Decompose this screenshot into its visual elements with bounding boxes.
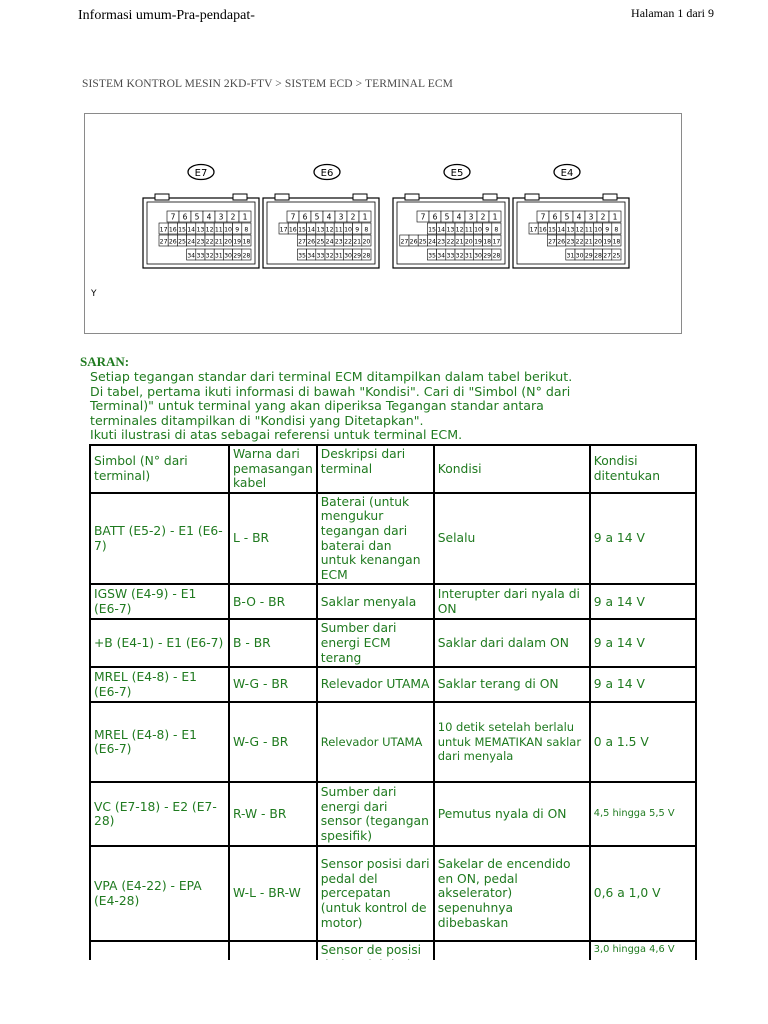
pin-number: 11 [584, 226, 593, 234]
table-cell: Saklar dari dalam ON [434, 619, 590, 667]
pin-number: 29 [483, 252, 492, 260]
table-row [90, 702, 696, 782]
pin-number: 29 [584, 252, 593, 260]
table-cell: 9 a 14 V [590, 493, 696, 585]
connector-label: E4 [560, 168, 574, 179]
pin-number: 17 [279, 226, 288, 234]
pin-number: 5 [314, 212, 320, 222]
saran-line: Terminal)" untuk terminal yang akan diperiksa Tegangan standar antara [90, 398, 544, 414]
table-cell: 9 a 14 V [590, 584, 696, 619]
table-header-row [90, 445, 696, 493]
pin-number: 8 [614, 226, 619, 234]
table-row [90, 667, 696, 702]
pin-number: 27 [603, 252, 612, 260]
pin-number: 25 [316, 238, 325, 246]
connector-label: E7 [194, 168, 208, 179]
table-cell: L - BR [229, 493, 317, 585]
pin-number: 10 [474, 226, 482, 234]
pin-number: 10 [594, 226, 602, 234]
pin-number: 7 [290, 212, 296, 222]
pin-number: 18 [242, 238, 251, 246]
ecm-terminal-figure [84, 113, 682, 334]
connector-latch [155, 194, 169, 200]
pin-number: 25 [178, 238, 186, 246]
table-cell: Saklar terang di ON [434, 667, 590, 702]
pin-number: 34 [437, 252, 446, 260]
pin-number: 22 [205, 238, 214, 246]
pin-number: 6 [302, 212, 308, 222]
pin-number: 16 [168, 226, 177, 234]
pin-number: 26 [409, 238, 418, 246]
table-cell: W-G - BR [229, 667, 317, 702]
pin-number: 4 [456, 212, 462, 222]
table-cell: Sumber dari energi ECM terang [317, 619, 434, 667]
table-cell: BATT (E5-2) - E1 (E6-7) [90, 493, 229, 585]
pin-number: 5 [564, 212, 570, 222]
pin-number: 29 [233, 252, 242, 260]
pin-number: 20 [224, 238, 232, 246]
table-cell: Selalu [434, 493, 590, 585]
pin-number: 12 [455, 226, 464, 234]
table-cell: Relevador UTAMA [317, 702, 434, 782]
pin-number: 35 [298, 252, 306, 260]
ecm-connector-diagram [85, 114, 681, 333]
pin-number: 32 [455, 252, 464, 260]
table-cell: Interupter dari nyala di ON [434, 584, 590, 619]
pin-number: 33 [446, 252, 455, 260]
pin-number: 22 [446, 238, 455, 246]
pin-number: 27 [159, 238, 168, 246]
pin-number: 29 [353, 252, 362, 260]
pin-number: 20 [594, 238, 602, 246]
pin-number: 21 [353, 238, 362, 246]
pin-number: 3 [338, 212, 344, 222]
pin-number: 9 [485, 226, 490, 234]
pin-number: 31 [566, 252, 575, 260]
pin-number: 4 [206, 212, 212, 222]
pin-number: 27 [298, 238, 306, 246]
pin-number: 4 [576, 212, 582, 222]
pin-number: 24 [187, 238, 196, 246]
table-row [90, 493, 696, 585]
pin-number: 24 [428, 238, 436, 246]
pin-number: 3 [218, 212, 224, 222]
pin-number: 15 [428, 226, 436, 234]
pin-number: 30 [575, 252, 584, 260]
pin-number: 15 [298, 226, 306, 234]
pin-number: 27 [400, 238, 409, 246]
pin-number: 18 [612, 238, 621, 246]
pin-number: 20 [362, 238, 371, 246]
pin-number: 28 [362, 252, 371, 260]
pin-number: 9 [355, 226, 360, 234]
pin-number: 28 [242, 252, 251, 260]
connector-latch [405, 194, 419, 200]
pin-number: 1 [362, 212, 368, 222]
pin-number: 33 [196, 252, 205, 260]
pin-number: 12 [575, 226, 584, 234]
table-cell: Pemutus nyala di ON [434, 782, 590, 846]
pin-number: 6 [182, 212, 188, 222]
pin-number: 31 [464, 252, 473, 260]
connector-latch [353, 194, 367, 200]
saran-heading: SARAN: [80, 354, 130, 369]
pin-number: 31 [334, 252, 343, 260]
terminal-voltage-table [89, 444, 697, 1022]
pin-number: 5 [194, 212, 200, 222]
figure-note: Y [91, 289, 97, 299]
pin-number: 2 [600, 212, 606, 222]
pin-number: 34 [187, 252, 196, 260]
pin-number: 32 [325, 252, 334, 260]
pin-number: 35 [428, 252, 436, 260]
pin-number: 26 [168, 238, 177, 246]
pin-number: 13 [566, 226, 575, 234]
column-header: Deskripsi dari terminal [317, 445, 434, 493]
pin-number: 24 [325, 238, 334, 246]
pin-number: 15 [548, 226, 556, 234]
pin-number: 18 [483, 238, 492, 246]
pin-number: 26 [307, 238, 316, 246]
pin-number: 2 [350, 212, 356, 222]
connector-label: E6 [320, 168, 334, 179]
connector-latch [603, 194, 617, 200]
table-cell: Baterai (untuk mengukur tegangan dari baterai dan untuk kenangan ECM [317, 493, 434, 585]
table-cell: Sumber dari energi dari sensor (tegangan spesifik) [317, 782, 434, 846]
connector-latch [275, 194, 289, 200]
table-cell: 3,0 hingga 4,6 V [590, 941, 696, 1021]
pin-number: 16 [538, 226, 547, 234]
pin-number: 25 [418, 238, 427, 246]
table-cell: Relevador UTAMA [317, 667, 434, 702]
table-cell: B - BR [229, 619, 317, 667]
table-cell: MREL (E4-8) - E1 (E6-7) [90, 702, 229, 782]
pin-number: 30 [344, 252, 352, 260]
pin-number: 6 [432, 212, 438, 222]
pin-number: 4 [326, 212, 332, 222]
pin-number: 10 [344, 226, 352, 234]
pin-number: 30 [474, 252, 482, 260]
connector-latch [483, 194, 497, 200]
pin-number: 23 [437, 238, 446, 246]
pin-number: 16 [288, 226, 297, 234]
pin-number: 19 [603, 238, 612, 246]
pin-number: 28 [594, 252, 602, 260]
pin-number: 1 [612, 212, 618, 222]
pin-number: 8 [364, 226, 369, 234]
pin-number: 7 [170, 212, 176, 222]
pin-number: 2 [480, 212, 486, 222]
pin-number: 13 [446, 226, 455, 234]
table-cell: W-G - BR [229, 702, 317, 782]
pin-number: 1 [492, 212, 498, 222]
saran-line: Di tabel, pertama ikuti informasi di bawah "Kondisi". Cari di "Simbol (N° dari [90, 383, 571, 399]
table-cell: R-W - BR [229, 782, 317, 846]
pin-number: 32 [205, 252, 214, 260]
pin-number: 21 [214, 238, 223, 246]
pin-number: 17 [529, 226, 538, 234]
pin-number: 26 [557, 238, 566, 246]
pin-number: 21 [584, 238, 593, 246]
table-cell: B-O - BR [229, 584, 317, 619]
pin-number: 14 [557, 226, 566, 234]
pin-number: 7 [540, 212, 546, 222]
pin-number: 3 [468, 212, 474, 222]
column-header: Simbol (N° dari terminal) [90, 445, 229, 493]
pin-number: 25 [612, 252, 621, 260]
document-title: Informasi umum-Pra-pendapat- [78, 8, 255, 23]
table-cell: IGSW (E4-9) - E1 (E6-7) [90, 584, 229, 619]
table-cell: W-L - BR-W [229, 846, 317, 941]
pin-number: 30 [224, 252, 232, 260]
connector-latch [525, 194, 539, 200]
pin-number: 14 [437, 226, 446, 234]
pin-number: 14 [307, 226, 316, 234]
table-cell: +B (E4-1) - E1 (E6-7) [90, 619, 229, 667]
table-row [90, 846, 696, 941]
table-cell: 0 a 1.5 V [590, 702, 696, 782]
pin-number: 27 [548, 238, 556, 246]
pin-number: 21 [455, 238, 464, 246]
pin-number: 6 [552, 212, 558, 222]
pin-number: 11 [214, 226, 223, 234]
saran-line: Ikuti ilustrasi di atas sebagai referensi untuk terminal ECM. [90, 427, 463, 443]
saran-line: Setiap tegangan standar dari terminal ECM ditampilkan dalam tabel berikut. [90, 369, 573, 384]
table-cell: 4,5 hingga 5,5 V [590, 782, 696, 846]
page-indicator: Halaman 1 dari 9 [631, 6, 714, 20]
table-cell: VPA (E4-22) - EPA (E4-28) [90, 846, 229, 941]
pin-number: 20 [464, 238, 473, 246]
pin-number: 17 [159, 226, 168, 234]
pin-number: 2 [230, 212, 236, 222]
pin-number: 34 [307, 252, 316, 260]
pin-number: 10 [224, 226, 232, 234]
pin-number: 14 [187, 226, 196, 234]
table-cell: 0,6 a 1,0 V [590, 846, 696, 941]
table-cell: 9 a 14 V [590, 667, 696, 702]
pin-number: 8 [494, 226, 499, 234]
pin-number: 9 [235, 226, 240, 234]
pin-number: 15 [178, 226, 186, 234]
saran-line: terminales ditampilkan di "Kondisi yang Ditetapkan". [90, 412, 424, 428]
table-cell: Saklar menyala [317, 584, 434, 619]
pin-number: 5 [444, 212, 450, 222]
pin-number: 13 [316, 226, 325, 234]
pin-number: 13 [196, 226, 205, 234]
table-cell: Sakelar de encendido en ON, pedal akselerator) sepenuhnya dibebaskan [434, 846, 590, 941]
connector-latch [233, 194, 247, 200]
saran-text [90, 370, 650, 443]
pin-number: 31 [214, 252, 223, 260]
table-cell: VC (E7-18) - E2 (E7-28) [90, 782, 229, 846]
pin-number: 28 [492, 252, 501, 260]
pin-number: 22 [575, 238, 584, 246]
pin-number: 23 [566, 238, 575, 246]
pin-number: 9 [605, 226, 610, 234]
pin-number: 19 [233, 238, 242, 246]
table-cell: MREL (E4-8) - E1 (E6-7) [90, 667, 229, 702]
column-header: Kondisi [434, 445, 590, 493]
table-cell: 10 detik setelah berlalu untuk MEMATIKAN saklar dari menyala [434, 702, 590, 782]
pin-number: 12 [205, 226, 214, 234]
table-cell: Sensor de posisi [317, 941, 434, 1021]
table-row [90, 619, 696, 667]
pin-number: 23 [196, 238, 205, 246]
column-header: Warna dari pemasangan kabel [229, 445, 317, 493]
pin-number: 11 [334, 226, 343, 234]
pin-number: 12 [325, 226, 334, 234]
table-row [90, 782, 696, 846]
pin-number: 22 [344, 238, 352, 246]
table-cell: Sensor posisi dari pedal del percepatan (untuk kontrol de motor) [317, 846, 434, 941]
pin-number: 8 [244, 226, 249, 234]
pin-number: 33 [316, 252, 325, 260]
pin-number: 1 [242, 212, 248, 222]
breadcrumb: SISTEM KONTROL MESIN 2KD-FTV > SISTEM ECD > TERMINAL ECM [82, 78, 453, 90]
connector-label: E5 [450, 168, 464, 179]
pin-number: 3 [588, 212, 594, 222]
pin-number: 11 [464, 226, 473, 234]
pin-number: 19 [474, 238, 482, 246]
pin-number: 17 [492, 238, 501, 246]
table-row [90, 584, 696, 619]
pin-number: 7 [420, 212, 426, 222]
table-cell: 9 a 14 V [590, 619, 696, 667]
column-header: Kondisi ditentukan [590, 445, 696, 493]
pin-number: 23 [334, 238, 343, 246]
page-bottom-margin [0, 960, 768, 1024]
